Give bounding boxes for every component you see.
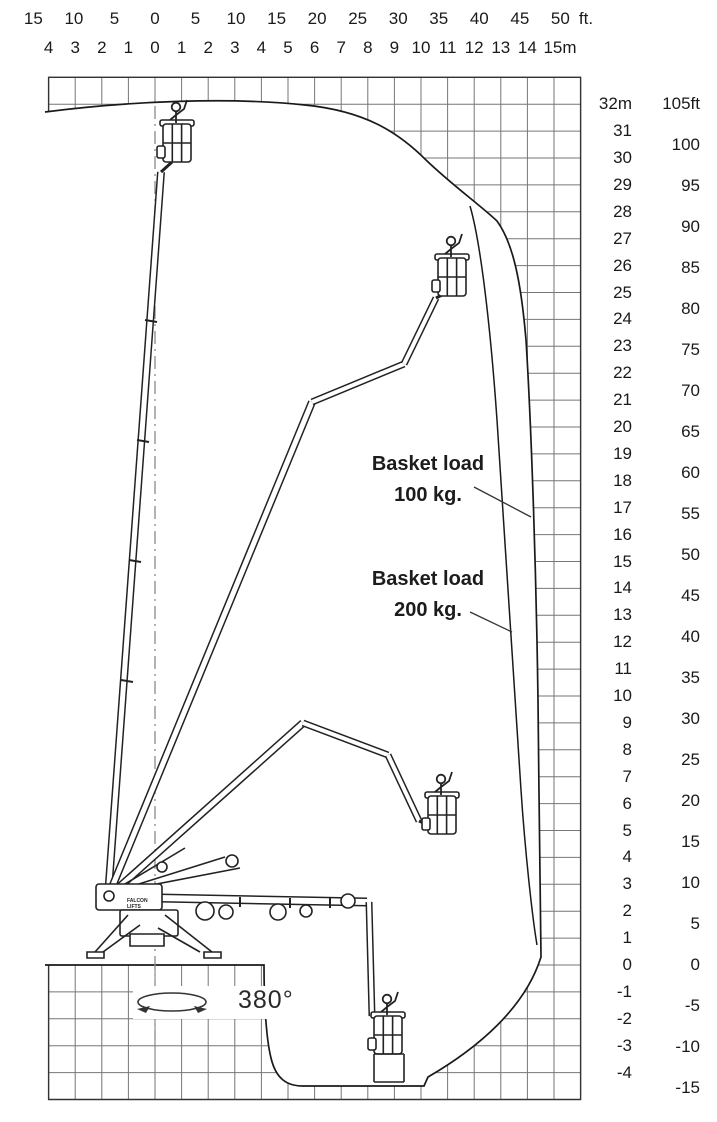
basket-lower-right [422,792,459,834]
right-axis-ft-tick: 40 [681,627,700,647]
right-axis-m-tick: 18 [613,470,632,490]
right-axis-m-tick: 20 [613,417,632,436]
top-axis-ft-tick: 10 [226,9,246,28]
top-axis-m-tick: 3 [230,38,240,57]
top-axis-ft-tick: 5 [190,9,201,28]
right-axis-ft-tick: 90 [681,217,700,237]
right-axis-ft-tick: 5 [690,914,700,933]
right-axis-m-tick: 11 [614,659,632,679]
right-axis-ft-tick: -5 [684,995,700,1015]
top-axis-ft-tick: 45 [510,9,530,28]
right-axis-m-tick: 14 [613,578,632,598]
right-axis-m-tick: 5 [622,820,632,840]
top-axis-ft-tick: 50 [550,9,570,28]
right-axis-ft-tick: 80 [681,299,700,319]
rotation-angle-label: 380° [238,986,294,1014]
right-axis-m-tick: 26 [613,255,632,275]
top-axis-m-tick: 7 [336,38,346,57]
top-axis-ft-tick: 30 [388,9,408,28]
right-axis-ft-tick: -15 [675,1077,700,1097]
basket-load-200-line2: 200 kg. [394,599,462,621]
top-axis-m-tick: 6 [309,38,320,57]
basket-load-200-line1: Basket load [371,568,485,590]
right-axis-m-tick: 1 [622,928,632,948]
basket-top [157,120,194,162]
top-axis-m-tick: 15m [543,38,577,57]
right-axis-m-tick: 22 [613,363,632,383]
top-axis-ft-tick: 15 [267,9,287,28]
right-axis-m-tick: 32m [598,94,632,114]
basket-load-200-label [350,564,506,626]
right-axis-m-tick: 2 [622,901,632,921]
right-axis-ft-tick: 75 [681,340,700,360]
top-axis-m-tick: 10 [411,38,431,57]
right-axis-m-tick: 31 [613,121,632,141]
top-axis-ft-tick: 15 [23,9,43,28]
top-axis-ft-tick: 35 [429,9,449,28]
top-axis-ft-tick: 20 [307,9,327,28]
top-axis-m-tick: 4 [256,38,267,57]
machine-logo-line1: FALCON [127,898,148,904]
right-axis-m-tick: -4 [616,1062,632,1082]
right-axis-m-tick: 25 [613,282,632,302]
right-axis-m-tick: -1 [616,981,632,1001]
top-axis-m-tick: 5 [283,38,293,57]
right-axis-m-tick: 7 [622,766,632,786]
top-axis-m-tick: 0 [150,38,160,57]
right-axis-ft-tick: 95 [681,176,700,196]
right-axis-m-tick: -2 [616,1008,632,1028]
top-axis-m-tick: 3 [70,38,80,57]
top-axis-m-tick: 12 [464,38,484,57]
right-axis-m-tick: 29 [613,174,632,194]
right-axis-m-tick: 6 [622,793,632,813]
top-axis-m-tick: 1 [123,38,134,57]
basket-load-100-line1: Basket load [371,453,485,475]
top-axis-m-tick: 4 [43,38,54,57]
right-axis-m-tick: 15 [613,551,632,571]
right-axis-ft-tick: 55 [681,504,700,524]
right-axis-ft-tick: -10 [675,1036,700,1056]
right-axis-m-tick: 3 [622,874,632,894]
right-axis-m-tick: 27 [613,228,632,248]
right-axis-m-tick: 0 [622,955,632,974]
top-axis-ft-unit: ft. [578,9,594,28]
right-axis-ft-tick: 85 [681,258,700,278]
top-axis-m-tick: 14 [517,38,537,57]
top-axis-m-tick: 8 [363,38,373,57]
right-axis-ft-tick: 70 [681,381,700,401]
right-axis-m-tick: 10 [613,686,632,705]
top-axis-ft-tick: 40 [469,9,489,28]
basket-load-100-label [350,449,506,511]
right-axis-ft-tick: 25 [681,750,700,770]
top-axis-m-tick: 2 [97,38,107,57]
machine-logo-line2: LIFTS [127,904,141,910]
right-axis-m-tick: 16 [613,524,632,544]
right-axis-ft-tick: 65 [681,422,700,442]
right-axis-m-tick: 19 [613,443,632,463]
right-axis-ft-tick: 35 [681,668,700,688]
right-axis-m-tick: 23 [613,336,632,356]
basket-load-100-line2: 100 kg. [394,484,462,506]
right-axis-m-tick: 24 [613,309,632,329]
right-axis-m-tick: 13 [613,605,632,625]
top-axis-ft-tick: 25 [348,9,368,28]
right-axis-m-tick: 9 [622,712,632,732]
right-axis-m-tick: -3 [616,1035,632,1055]
right-axis-m-tick: 21 [613,390,632,410]
top-axis-m-tick: 11 [438,38,457,57]
right-axis-ft-tick: 0 [690,955,700,974]
right-axis-ft-tick: 105ft [662,94,700,114]
basket-upper-right [432,254,469,296]
right-axis-ft-tick: 15 [681,832,700,851]
right-axis-m-tick: 17 [613,497,632,517]
right-axis-ft-tick: 50 [681,545,700,565]
right-axis-ft-tick: 60 [681,463,700,483]
right-axis-ft-tick: 30 [681,709,700,729]
right-axis-m-tick: 28 [613,201,632,221]
top-axis-ft-tick: 0 [150,9,160,28]
right-axis-m-tick: 8 [622,739,632,759]
top-axis-m-tick: 9 [389,38,400,57]
right-axis-ft-tick: 100 [671,135,700,155]
right-axis-m-tick: 4 [622,847,632,867]
top-axis-m-tick: 13 [491,38,511,57]
top-axis-m-tick: 1 [176,38,187,57]
top-axis-ft-tick: 5 [109,9,120,28]
top-axis-m-tick: 2 [203,38,213,57]
right-axis-ft-tick: 20 [681,791,700,811]
right-axis-m-tick: 30 [613,148,632,167]
right-axis-m-tick: 12 [613,632,632,652]
right-axis-ft-tick: 45 [681,586,700,606]
right-axis-ft-tick: 10 [681,873,700,892]
top-axis-ft-tick: 10 [64,9,84,28]
